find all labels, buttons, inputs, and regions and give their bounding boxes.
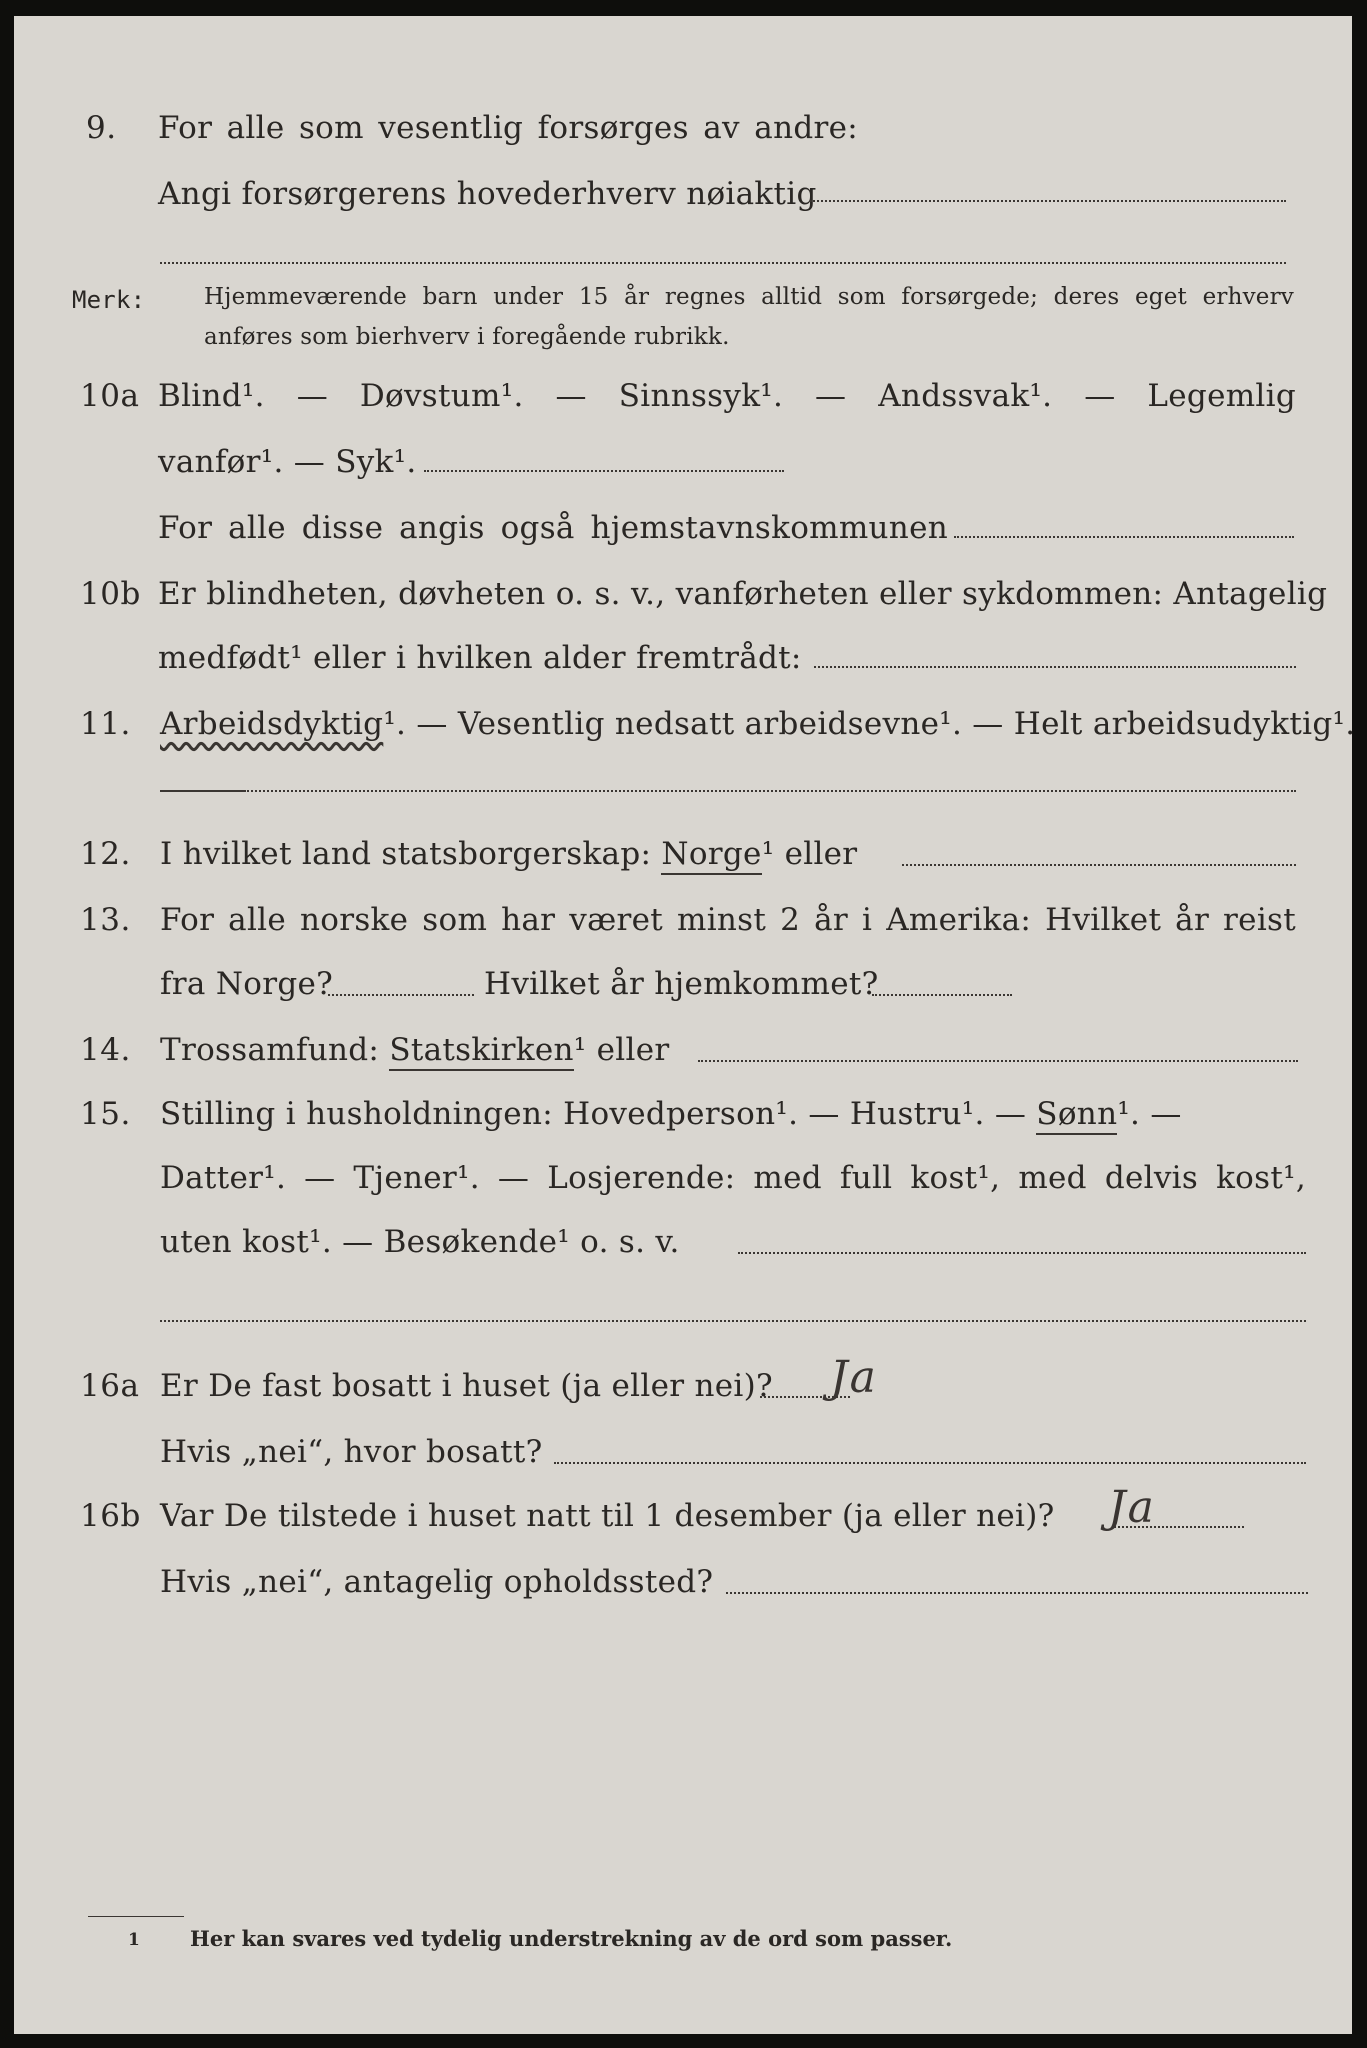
item-number-16a: 16a — [80, 1368, 140, 1404]
q16a-answer-line-2 — [554, 1462, 1306, 1464]
q9-line1: For alle som vesentlig forsørges av andre: — [158, 110, 858, 146]
q14-line — [160, 1032, 670, 1068]
merk-line2: anføres som bierhverv i foregående rubrikk. — [204, 324, 730, 350]
q14-answer-line — [698, 1060, 1298, 1062]
q14-suffix: ¹ eller — [573, 1032, 670, 1068]
q11-answer-line — [244, 790, 1296, 792]
merk-label: Merk: — [72, 286, 146, 314]
footnote-text: Her kan svares ved tydelig understrekning av de ord som passer. — [190, 1926, 953, 1951]
q15-answer-line-2 — [160, 1320, 1306, 1322]
item-number-16b: 16b — [80, 1498, 141, 1534]
q14-question: Trossamfund: — [160, 1032, 380, 1068]
q10b-answer-line — [814, 666, 1296, 668]
q12-suffix: ¹ eller — [761, 836, 858, 872]
q13-line2b: Hvilket år hjemkommet? — [484, 966, 879, 1002]
q12-option-norge-underlined: Norge — [661, 836, 761, 875]
q16b-answer-line-2 — [726, 1592, 1308, 1594]
q16b-handwritten-answer: Ja — [1108, 1482, 1156, 1533]
q10b-line1: Er blindheten, døvheten o. s. v., vanførheten eller sykdommen: Antagelig — [158, 576, 1328, 612]
merk-line1: Hjemmeværende barn under 15 år regnes alltid som forsørgede; deres eget erhverv — [204, 284, 1294, 310]
q11-answer-rule — [160, 790, 244, 792]
footnote-rule — [88, 1916, 184, 1917]
q15-line1 — [160, 1096, 1182, 1132]
q10a-answer-line — [424, 470, 784, 472]
q9-answer-line — [810, 200, 1286, 202]
q16a-line1: Er De fast bosatt i huset (ja eller nei)? — [160, 1368, 773, 1404]
item-number-13: 13. — [80, 902, 131, 938]
q13-year-returned-line — [872, 994, 1012, 996]
q15-line2: Datter¹. — Tjener¹. — Losjerende: med full kost¹, med delvis kost¹, — [160, 1160, 1306, 1196]
q11-option-arbeidsdyktig-underlined: Arbeidsdyktig — [160, 706, 384, 742]
q12-line — [160, 836, 857, 872]
q16a-handwritten-answer: Ja — [830, 1352, 878, 1403]
item-number-11: 11. — [80, 706, 131, 742]
q9-line2: Angi forsørgerens hovederhverv nøiaktig — [158, 176, 817, 212]
q10b-line2: medfødt¹ eller i hvilken alder fremtrådt: — [158, 640, 802, 676]
q15-line3: uten kost¹. — Besøkende¹ o. s. v. — [160, 1224, 680, 1260]
q16b-line1: Var De tilstede i huset natt til 1 desember (ja eller nei)? — [160, 1498, 1055, 1534]
q16a-line2: Hvis „nei“, hvor bosatt? — [160, 1434, 543, 1470]
q15-option-sonn-underlined: Sønn — [1036, 1096, 1117, 1135]
q10a-line1: Blind¹. — Døvstum¹. — Sinnssyk¹. — Andssvak¹. — Legemlig — [158, 378, 1296, 414]
item-number-12: 12. — [80, 836, 131, 872]
q11-line — [160, 706, 1355, 742]
census-form-page — [14, 16, 1356, 2034]
item-number-10b: 10b — [80, 576, 141, 612]
item-number-14: 14. — [80, 1032, 131, 1068]
q11-rest: ¹. — Vesentlig nedsatt arbeidsevne¹. — Helt arbeidsudyktig¹. — [383, 706, 1356, 742]
q16b-line2: Hvis „nei“, antagelig opholdssted? — [160, 1564, 714, 1600]
q15-line1-text: Stilling i husholdningen: Hovedperson¹. — Hustru¹. — — [160, 1096, 1027, 1132]
q10a-answer-line-2 — [954, 536, 1294, 538]
q9-answer-line-2 — [160, 262, 1286, 264]
item-number-15: 15. — [80, 1096, 131, 1132]
q12-question: I hvilket land statsborgerskap: — [160, 836, 652, 872]
q12-answer-line — [902, 864, 1296, 866]
q13-line1: For alle norske som har været minst 2 år i Amerika: Hvilket år reist — [160, 902, 1296, 938]
q10a-line3: For alle disse angis også hjemstavnskommunen — [158, 510, 948, 546]
q13-year-left-line — [328, 994, 474, 996]
q13-line2a: fra Norge? — [160, 966, 334, 1002]
q10a-line2: vanfør¹. — Syk¹. — [158, 444, 417, 480]
item-number-9: 9. — [86, 110, 117, 146]
q15-answer-line — [738, 1252, 1306, 1254]
footnote-mark: 1 — [128, 1930, 140, 1950]
q15-line1-suffix: ¹. — — [1117, 1096, 1182, 1132]
q14-option-statskirken-underlined: Statskirken — [389, 1032, 573, 1071]
item-number-10a: 10a — [80, 378, 140, 414]
